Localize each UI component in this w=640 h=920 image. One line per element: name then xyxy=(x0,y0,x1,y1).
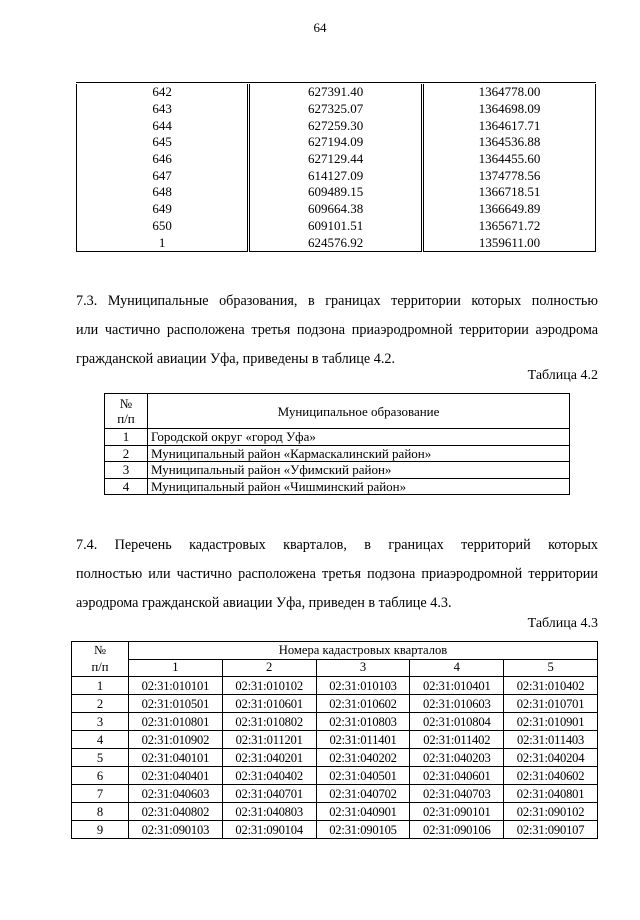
cadastral-number: 02:31:090101 xyxy=(410,803,504,821)
table-row xyxy=(77,184,596,201)
header-number xyxy=(72,642,129,677)
row-number: 8 xyxy=(72,803,129,821)
table-row xyxy=(72,749,598,767)
cadastral-number: 02:31:010804 xyxy=(410,713,504,731)
table-row xyxy=(77,151,596,168)
municipal-formation-name: Муниципальный район «Кармаскалинский район» xyxy=(148,445,570,462)
paragraph-line: полностью или частично расположена третья подзона приаэродромной территории xyxy=(76,566,598,582)
row-number: 3 xyxy=(72,713,129,731)
cadastral-number: 02:31:011402 xyxy=(410,731,504,749)
cadastral-number: 02:31:040204 xyxy=(504,749,598,767)
row-number: 6 xyxy=(72,767,129,785)
municipal-formations-table xyxy=(104,393,570,495)
table-row xyxy=(77,84,596,101)
cadastral-number: 02:31:010102 xyxy=(222,677,316,695)
row-number: 5 xyxy=(72,749,129,767)
cadastral-number: 02:31:090107 xyxy=(504,821,598,839)
paragraph-7-4 xyxy=(76,531,598,618)
table-row xyxy=(105,478,570,495)
x-coordinate: 627391.40 xyxy=(249,84,423,101)
column-number: 3 xyxy=(316,659,410,677)
y-coordinate: 1366718.51 xyxy=(423,184,596,201)
table-row xyxy=(72,821,598,839)
y-coordinate: 1359611.00 xyxy=(423,234,596,251)
row-number: 7 xyxy=(72,785,129,803)
cadastral-number: 02:31:010902 xyxy=(129,731,223,749)
coordinates-table xyxy=(76,84,596,252)
header-cadastral-quarters: Номера кадастровых кварталов xyxy=(129,642,598,660)
y-coordinate: 1364778.00 xyxy=(423,84,596,101)
x-coordinate: 627194.09 xyxy=(249,134,423,151)
header-number-bottom: п/п xyxy=(91,660,109,674)
row-number: 2 xyxy=(72,695,129,713)
cadastral-number: 02:31:040901 xyxy=(316,803,410,821)
point-number: 649 xyxy=(77,201,249,218)
cadastral-number: 02:31:010602 xyxy=(316,695,410,713)
table-row xyxy=(77,218,596,235)
point-number: 650 xyxy=(77,218,249,235)
table-row xyxy=(77,101,596,118)
y-coordinate: 1364698.09 xyxy=(423,101,596,118)
x-coordinate: 614127.09 xyxy=(249,167,423,184)
x-coordinate: 609489.15 xyxy=(249,184,423,201)
paragraph-line: или частично расположена третья подзона приаэродромной территории аэродрома xyxy=(76,322,598,338)
table-row xyxy=(77,134,596,151)
table-4-2-caption: Таблица 4.2 xyxy=(527,368,598,383)
cadastral-number: 02:31:040702 xyxy=(316,785,410,803)
cadastral-number: 02:31:040101 xyxy=(129,749,223,767)
table-row xyxy=(72,785,598,803)
cadastral-number: 02:31:010401 xyxy=(410,677,504,695)
table-row xyxy=(105,445,570,462)
column-number: 4 xyxy=(410,659,504,677)
cadastral-number: 02:31:040802 xyxy=(129,803,223,821)
cadastral-number: 02:31:040201 xyxy=(222,749,316,767)
cadastral-number: 02:31:010603 xyxy=(410,695,504,713)
cadastral-number: 02:31:040603 xyxy=(129,785,223,803)
municipal-formation-name: Городской округ «город Уфа» xyxy=(148,429,570,446)
x-coordinate: 627129.44 xyxy=(249,151,423,168)
x-coordinate: 609101.51 xyxy=(249,218,423,235)
point-number: 645 xyxy=(77,134,249,151)
column-number: 5 xyxy=(504,659,598,677)
y-coordinate: 1366649.89 xyxy=(423,201,596,218)
cadastral-number: 02:31:090105 xyxy=(316,821,410,839)
row-number: 1 xyxy=(105,429,148,446)
y-coordinate: 1365671.72 xyxy=(423,218,596,235)
cadastral-number: 02:31:040803 xyxy=(222,803,316,821)
table-row xyxy=(77,201,596,218)
paragraph-line: 7.3. Муниципальные образования, в границах территории которых полностью xyxy=(76,293,598,309)
column-number: 2 xyxy=(222,659,316,677)
table-row xyxy=(77,117,596,134)
cadastral-number: 02:31:010101 xyxy=(129,677,223,695)
cadastral-number: 02:31:010801 xyxy=(129,713,223,731)
row-number: 2 xyxy=(105,445,148,462)
cadastral-number: 02:31:040203 xyxy=(410,749,504,767)
x-coordinate: 627259.30 xyxy=(249,117,423,134)
row-number: 9 xyxy=(72,821,129,839)
cadastral-number: 02:31:010402 xyxy=(504,677,598,695)
x-coordinate: 624576.92 xyxy=(249,234,423,251)
point-number: 642 xyxy=(77,84,249,101)
header-municipal-formation: Муниципальное образование xyxy=(148,394,570,429)
cadastral-number: 02:31:040401 xyxy=(129,767,223,785)
y-coordinate: 1364536.88 xyxy=(423,134,596,151)
paragraph-line: аэродрома гражданской авиации Уфа, приведен в таблице 4.3. xyxy=(76,595,452,611)
table-4-3-caption: Таблица 4.3 xyxy=(527,616,598,631)
cadastral-number: 02:31:010501 xyxy=(129,695,223,713)
cadastral-number: 02:31:040701 xyxy=(222,785,316,803)
cadastral-number: 02:31:040703 xyxy=(410,785,504,803)
column-numbers-row xyxy=(72,659,598,677)
cadastral-number: 02:31:010601 xyxy=(222,695,316,713)
table-row xyxy=(72,695,598,713)
cadastral-number: 02:31:090104 xyxy=(222,821,316,839)
page-number: 64 xyxy=(313,20,327,35)
cadastral-number: 02:31:040801 xyxy=(504,785,598,803)
table-row xyxy=(72,731,598,749)
cadastral-number: 02:31:090102 xyxy=(504,803,598,821)
row-number: 1 xyxy=(72,677,129,695)
row-number: 4 xyxy=(105,478,148,495)
point-number: 647 xyxy=(77,167,249,184)
cadastral-number: 02:31:010103 xyxy=(316,677,410,695)
point-number: 1 xyxy=(77,234,249,251)
cadastral-quarters-body xyxy=(72,677,598,839)
paragraph-line: 7.4. Перечень кадастровых кварталов, в границах территорий которых xyxy=(76,537,598,553)
cadastral-number: 02:31:011201 xyxy=(222,731,316,749)
y-coordinate: 1364455.60 xyxy=(423,151,596,168)
cadastral-number: 02:31:090103 xyxy=(129,821,223,839)
table-row xyxy=(72,713,598,731)
table-row xyxy=(72,803,598,821)
y-coordinate: 1374778.56 xyxy=(423,167,596,184)
point-number: 643 xyxy=(77,101,249,118)
cadastral-number: 02:31:040501 xyxy=(316,767,410,785)
cadastral-number: 02:31:011403 xyxy=(504,731,598,749)
cadastral-number: 02:31:010802 xyxy=(222,713,316,731)
point-number: 646 xyxy=(77,151,249,168)
table-row xyxy=(77,167,596,184)
row-number: 3 xyxy=(105,462,148,479)
table-top-rule xyxy=(76,82,596,83)
cadastral-number: 02:31:040202 xyxy=(316,749,410,767)
coordinates-table-body xyxy=(77,84,596,251)
table-row xyxy=(105,429,570,446)
paragraph-line: гражданской авиации Уфа, приведены в таблице 4.2. xyxy=(76,351,396,367)
cadastral-number: 02:31:011401 xyxy=(316,731,410,749)
header-number: № п/п xyxy=(105,394,148,429)
cadastral-number: 02:31:010701 xyxy=(504,695,598,713)
table-row xyxy=(72,677,598,695)
column-number: 1 xyxy=(129,659,223,677)
cadastral-number: 02:31:090106 xyxy=(410,821,504,839)
header-number-top: № xyxy=(93,643,107,657)
point-number: 648 xyxy=(77,184,249,201)
cadastral-number: 02:31:040601 xyxy=(410,767,504,785)
y-coordinate: 1364617.71 xyxy=(423,117,596,134)
row-number: 4 xyxy=(72,731,129,749)
municipal-formation-name: Муниципальный район «Уфимский район» xyxy=(148,462,570,479)
municipal-formation-name: Муниципальный район «Чишминский район» xyxy=(148,478,570,495)
cadastral-quarters-table xyxy=(71,641,598,839)
table-row xyxy=(72,767,598,785)
cadastral-number: 02:31:040602 xyxy=(504,767,598,785)
paragraph-7-3 xyxy=(76,287,598,374)
point-number: 644 xyxy=(77,117,249,134)
x-coordinate: 627325.07 xyxy=(249,101,423,118)
cadastral-number: 02:31:010803 xyxy=(316,713,410,731)
x-coordinate: 609664.38 xyxy=(249,201,423,218)
municipal-formations-body xyxy=(105,429,570,495)
table-row xyxy=(77,234,596,251)
cadastral-number: 02:31:010901 xyxy=(504,713,598,731)
table-row xyxy=(105,462,570,479)
cadastral-number: 02:31:040402 xyxy=(222,767,316,785)
